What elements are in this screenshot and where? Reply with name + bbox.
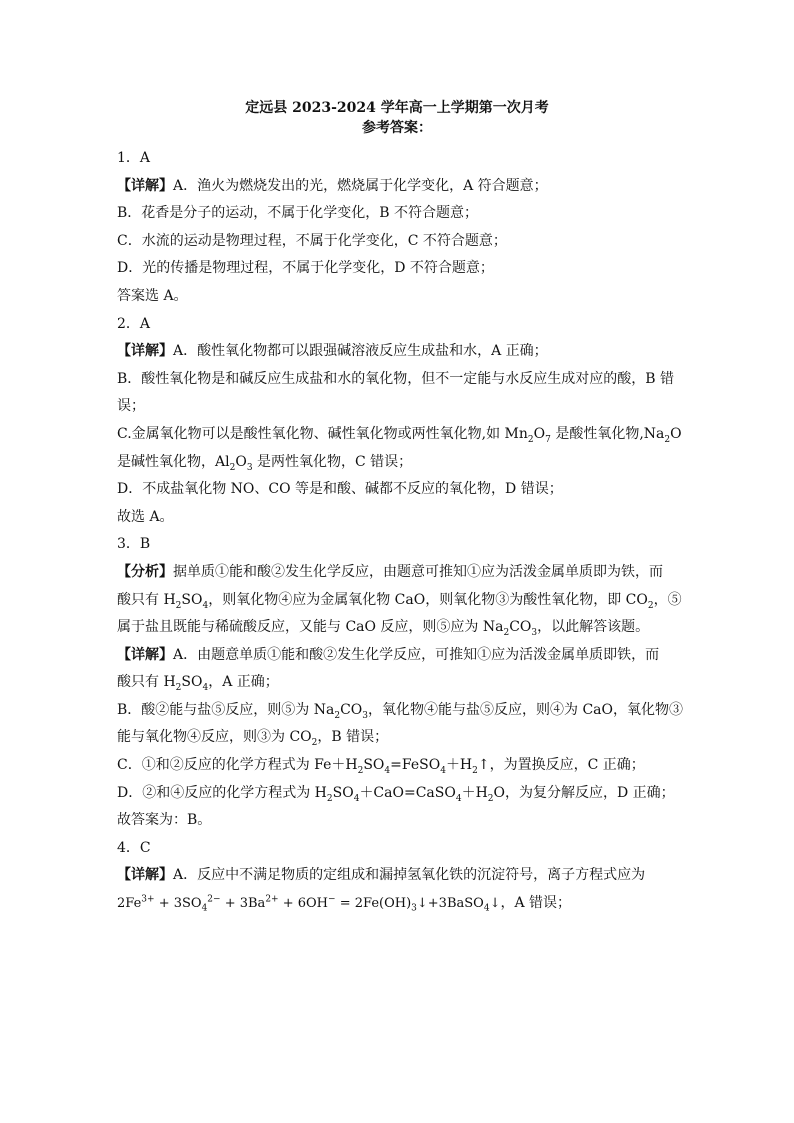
text-line [117,890,677,918]
detail-label: 【详解】 [117,343,173,360]
text-line [117,476,677,504]
line-text: 是碱性氧化物，$Al_2O_3$ 是两性氧化物，C 错误； [117,453,413,473]
line-text: 2．A [117,315,151,332]
line-text: D．②和④反应的化学方程式为 $H_2SO_4+CaO=CaSO_4+H_2O$，为复分解反应，D 正确； [117,784,675,804]
line-text: D．不成盐氧化物 NO、CO 等是和酸、碱都不反应的氧化物，D 错误； [117,481,563,498]
text-line [117,449,677,477]
text-line [117,311,677,339]
text-line [117,421,682,449]
line-text: 酸只有 $H_2SO_4$，则氧化物④应为金属氧化物 CaO，则氧化物③为酸性氧化物，即 $CO_2$，⑤ [117,591,682,611]
text-line [117,228,677,256]
text-line [117,780,677,808]
line-text: B．酸②能与盐⑤反应，则⑤为 $Na_2CO_3$，氧化物④能与盐⑤反应，则④为 CaO，氧化物③ [117,701,684,721]
text-line [117,642,677,670]
text-line [117,862,677,890]
line-text: A．由题意单质①能和酸②发生化学反应，可推知①应为活泼金属单质即铁，而 [173,646,660,663]
line-text: 3．B [117,536,151,553]
line-text: 能与氧化物④反应，则③为 $CO_2$，B 错误； [117,729,389,749]
text-line [117,752,677,780]
text-line [117,338,677,366]
text-line [117,724,677,752]
line-text: 据单质①能和酸②发生化学反应，由题意可推知①应为活泼金属单质即为铁，而 [173,563,663,580]
line-text: 故选 A。 [117,508,174,525]
line-text: A．反应中不满足物质的定组成和漏掉氢氧化铁的沉淀符号，离子方程式应为 [173,867,646,884]
line-text: 误； [117,398,145,415]
line-text: 4．C [117,839,151,856]
text-line [117,283,677,311]
text-line [117,200,677,228]
line-text: $2Fe^{3+} + 3SO_4^{2-} + 3Ba^{2+} + 6OH^-$ = $2Fe(OH)_3↓+3BaSO_4↓$，A 错误； [117,894,572,914]
text-line [117,807,677,835]
text-line [117,531,677,559]
text-line [117,614,677,642]
line-text: 属于盐且既能与稀硫酸反应，又能与 CaO 反应，则⑤应为 $Na_2CO_3$，以此解答该题。 [117,619,650,638]
line-text: 酸只有 $H_2SO_4$，A 正确； [117,674,279,694]
text-line [117,587,682,615]
text-line [117,504,677,532]
answer-content [117,145,684,918]
line-text: C.金属氧化物可以是酸性氧化物、碱性氧化物或两性氧化物,如 $Mn_2O_7$ 是酸性氧化物$,Na_2O$ [117,425,682,445]
text-line [117,366,677,394]
detail-label: 【详解】 [117,177,173,194]
line-text: B．花香是分子的运动，不属于化学变化，B 不符合题意； [117,205,479,222]
text-line [117,255,677,283]
line-text: 1．A [117,150,151,166]
text-line [117,393,677,421]
line-text: 故答案为：B。 [117,812,212,829]
line-text: A．酸性氧化物都可以跟强碱溶液反应生成盐和水，A 正确； [173,343,548,360]
detail-label: 【详解】 [117,867,173,884]
page-subtitle: 参考答案： [362,120,432,136]
analysis-label: 【分析】 [117,563,173,580]
text-line [117,173,677,201]
line-text: 答案选 A。 [117,287,188,304]
text-line [117,669,677,697]
line-text: D．光的传播是物理过程，不属于化学变化，D 不符合题意； [117,260,494,277]
title-block [0,98,794,138]
text-line [117,145,677,173]
line-text: A．渔火为燃烧发出的光，燃烧属于化学变化，A 符合题意； [173,177,548,194]
detail-label: 【详解】 [117,646,173,663]
text-line [117,697,684,725]
line-text: B．酸性氧化物是和碱反应生成盐和水的氧化物，但不一定能与水反应生成对应的酸，B 错 [117,370,675,387]
text-line [117,835,677,863]
line-text: C．①和②反应的化学方程式为 $Fe+H_2SO_4=FeSO_4+H_2↑$，为置换反应，C 正确； [117,757,645,776]
line-text: C．水流的运动是物理过程，不属于化学变化，C 不符合题意； [117,232,507,249]
text-line [117,559,677,587]
page-title: 定远县 2023-2024 学年高一上学期第一次月考 [245,100,549,116]
